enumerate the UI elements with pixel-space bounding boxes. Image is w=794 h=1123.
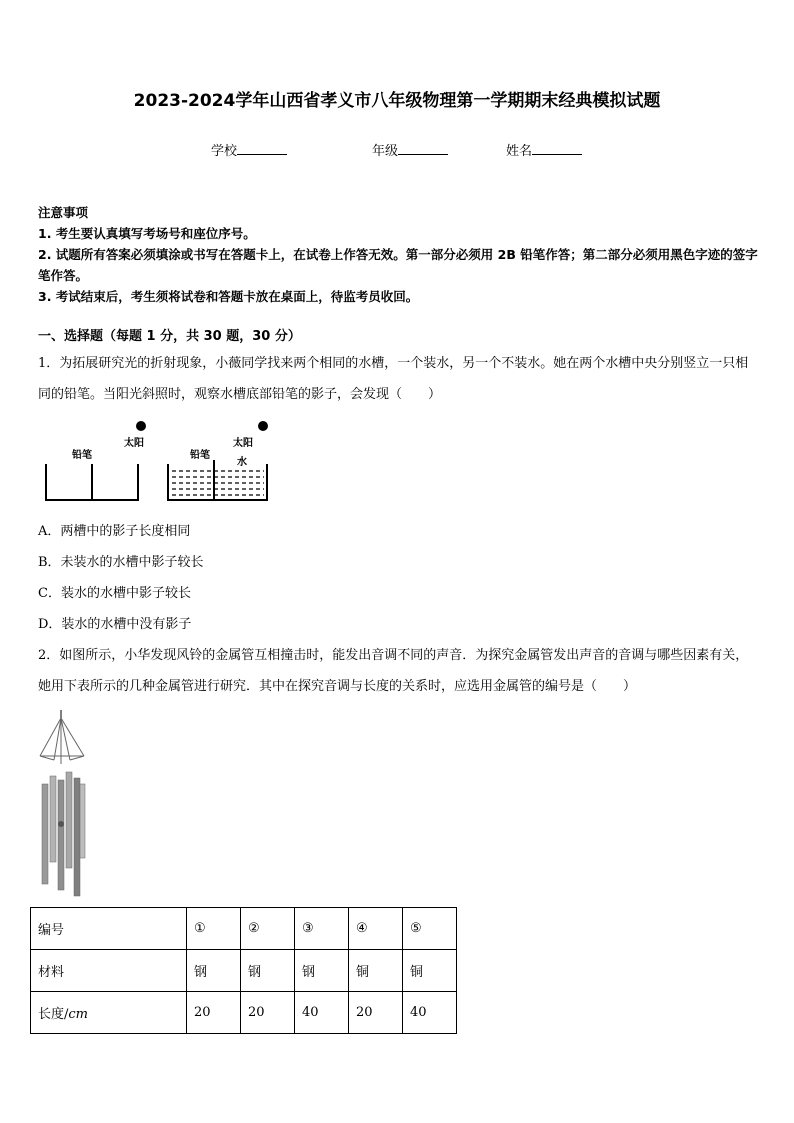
table-cell: 铜 [349, 950, 403, 992]
notes-item-1: 1. 考生要认真填写考场号和座位序号。 [38, 226, 256, 241]
school-field[interactable] [211, 140, 287, 159]
notes-block [38, 202, 758, 307]
table-cell: 20 [349, 992, 403, 1034]
notes-heading: 注意事项 [38, 205, 89, 220]
table-row [31, 992, 457, 1034]
table-cell: 钢 [241, 950, 295, 992]
table-cell: 20 [187, 992, 241, 1034]
school-label: 学校 [211, 144, 238, 159]
question-1-stem: 1．为拓展研究光的折射现象，小薇同学找来两个相同的水槽，一个装水，另一个不装水。她在两个水槽中央分别竖立一只相同的铅笔。当阳光斜照时，观察水槽底部铅笔的影子，会发现（ ） [38, 356, 749, 402]
troughs-figure [40, 414, 280, 506]
table-cell: 材料 [31, 950, 187, 992]
name-field[interactable] [506, 140, 582, 159]
section-heading: 一、选择题（每题 1 分，共 30 题，30 分） [38, 329, 301, 344]
table-cell: 40 [403, 992, 457, 1034]
grade-field[interactable] [372, 140, 448, 159]
pencil-label-left: 铅笔 [72, 450, 92, 461]
sun-icon-left [136, 421, 146, 431]
sun-label-left: 太阳 [124, 438, 144, 449]
notes-item-2: 2. 试题所有答案必须填涂或书写在答题卡上，在试卷上作答无效。第一部分必须用 2B 铅笔作答；第二部分必须用黑色字迹的签字笔作答。 [38, 247, 758, 283]
table-cell: 编号 [31, 908, 187, 950]
table-cell: 20 [241, 992, 295, 1034]
water-pattern [172, 471, 264, 495]
metal-tube-table [30, 907, 457, 1034]
table-cell: 40 [295, 992, 349, 1034]
length-unit: cm [68, 1007, 88, 1022]
wind-chime-figure [36, 710, 98, 898]
table-cell: 钢 [295, 950, 349, 992]
length-label: 长度/ [38, 1007, 69, 1022]
sun-icon-right [258, 421, 268, 431]
table-cell: 铜 [403, 950, 457, 992]
question-2-stem: 2．如图所示，小华发现风铃的金属管互相撞击时，能发出音调不同的声音．为探究金属管发出声音的音调与哪些因素有关，她用下表所示的几种金属管进行研究．其中在探究音调与长度的关系时，应选用金属管的编号是（ ） [38, 648, 749, 694]
table-row [31, 950, 457, 992]
q1-option-d: D．装水的水槽中没有影子 [38, 617, 192, 632]
name-label: 姓名 [506, 144, 533, 159]
table-cell: ④ [349, 908, 403, 950]
table-cell: ② [241, 908, 295, 950]
grade-label: 年级 [372, 144, 399, 159]
water-label: 水 [237, 457, 247, 468]
grade-blank[interactable] [398, 142, 448, 155]
notes-item-3: 3. 考试结束后，考生须将试卷和答题卡放在桌面上，待监考员收回。 [38, 289, 419, 304]
table-cell: ③ [295, 908, 349, 950]
table-cell [31, 992, 187, 1034]
table-cell: ⑤ [403, 908, 457, 950]
table-cell: ① [187, 908, 241, 950]
school-blank[interactable] [237, 142, 287, 155]
q1-option-b: B．未装水的水槽中影子较长 [38, 555, 204, 570]
q1-option-c: C．装水的水槽中影子较长 [38, 586, 191, 601]
exam-title: 2023-2024学年山西省孝义市八年级物理第一学期期末经典模拟试题 [133, 91, 661, 111]
q1-option-a: A．两槽中的影子长度相同 [38, 524, 191, 539]
table-cell: 钢 [187, 950, 241, 992]
sun-label-right: 太阳 [233, 438, 253, 449]
name-blank[interactable] [532, 142, 582, 155]
pencil-label-right: 铅笔 [190, 450, 210, 461]
table-row [31, 908, 457, 950]
